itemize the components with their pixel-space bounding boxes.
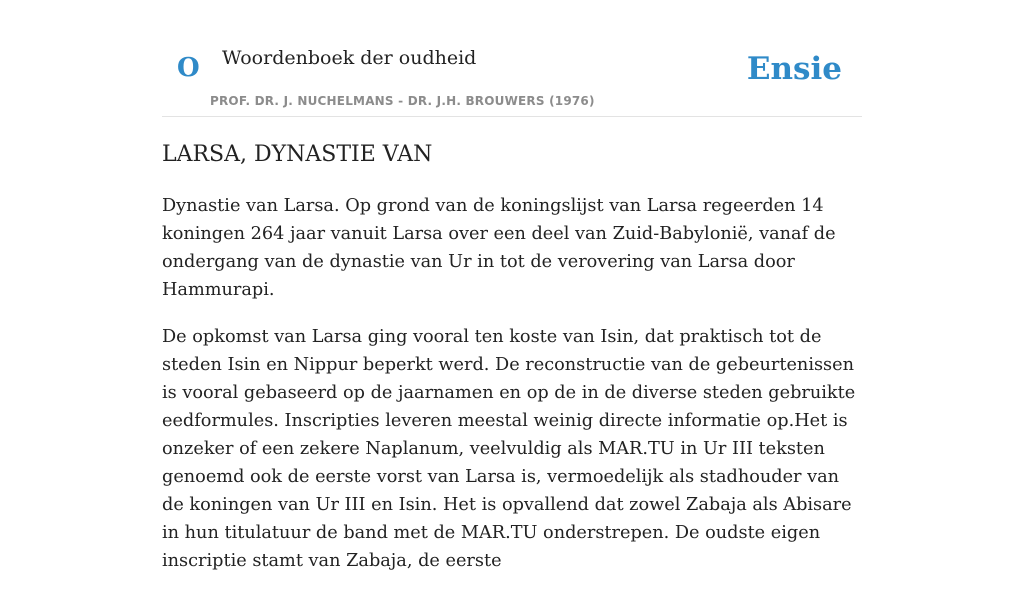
- dictionary-header: [162, 0, 862, 117]
- page-container: [162, 0, 862, 571]
- entry-paragraph: Dynastie van Larsa. Op grond van de koningslijst van Larsa regeerden 14 koningen 264 jaar vanuit Larsa over een deel van Zuid-Babylonië, vanaf de ondergang van de dynastie van Ur in tot de verovering van Larsa door Hammurapi.: [162, 196, 836, 300]
- entry-paragraph: De opkomst van Larsa ging vooral ten koste van Isin, dat praktisch tot de steden Isin en Nippur beperkt werd. De reconstructie van de gebeurtenissen is vooral gebaseerd op de jaarnamen en op de in de diverse steden gebruikte eedformules. Inscripties leveren meestal weinig directe informatie op.Het is onzeker of een zekere Naplanum, veelvuldig als MAR.TU in Ur III teksten genoemd ook de eerste vorst van Larsa is, vermoedelijk als stadhouder van de koningen van Ur III en Isin. Het is opvallend dat zowel Zabaja als Abisare in hun titulatuur de band met de MAR.TU onderstrepen. De oudste eigen inscriptie stamt van Zabaja, de eerste: [162, 327, 856, 571]
- book-title[interactable]: Woordenboek der oudheid: [222, 47, 477, 69]
- index-letter[interactable]: O: [177, 53, 200, 83]
- book-authors: PROF. DR. J. NUCHELMANS - DR. J.H. BROUWERS (1976): [210, 94, 595, 108]
- entry-title: LARSA, DYNASTIE VAN: [162, 142, 433, 167]
- brand-logo-link[interactable]: Ensie: [746, 51, 842, 87]
- entry-body: [162, 192, 862, 594]
